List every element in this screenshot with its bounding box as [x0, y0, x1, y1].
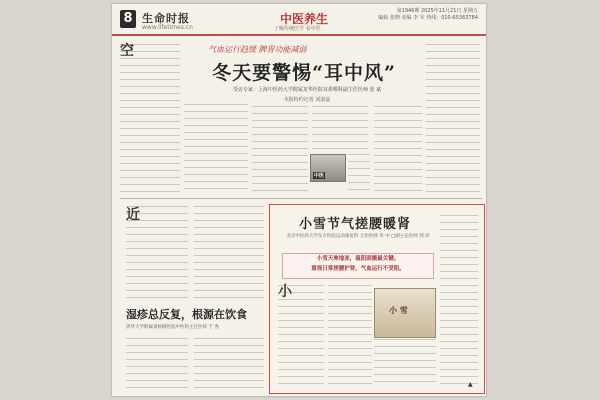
issue-info	[378, 8, 478, 22]
boxed-article-title: 小雪节气搓腰暖肾	[298, 217, 411, 232]
lead-body-col-3	[312, 106, 368, 152]
lead-headline: 冬天要警惕“耳中风”	[212, 62, 396, 84]
side-headline: 湿疹总反复，根源在饮食	[126, 308, 247, 321]
lower-left-col-4	[194, 338, 264, 392]
section-title: 中医养生	[280, 12, 329, 26]
lower-left-col-3	[126, 338, 188, 392]
lead-body-col-4	[374, 106, 422, 194]
dropcap-3: 小	[278, 284, 292, 300]
lead-reporter: 本报特约记者 刘淑蕊	[283, 97, 331, 103]
photo-label: 中医	[314, 173, 325, 179]
dropcap-2: 近	[126, 207, 140, 223]
end-mark-icon: ▲	[468, 381, 473, 388]
header-rule	[112, 34, 486, 36]
page-header	[112, 4, 486, 35]
newspaper-url: www.lifetimes.cn	[142, 24, 193, 31]
illustration-label: 小 雪	[389, 305, 408, 315]
section-subtitle: 了解传统医学 看中医	[274, 26, 321, 32]
boxed-body-col-4	[440, 215, 478, 385]
newspaper-page	[112, 4, 486, 396]
boxed-article-author: 北京中医药大学东方医院运动康复科 主治医师 李 中 □副主任医师 郭 洋	[286, 234, 430, 239]
quote-line-1: 小雪天寒地冻，温阳固摄最关键。	[316, 256, 400, 262]
left-column-text	[120, 44, 180, 194]
lead-body-col-3b	[348, 154, 370, 194]
lead-kicker: 气血运行趋缓 脾胃功能减弱	[208, 45, 307, 54]
boxed-article	[269, 204, 485, 394]
lower-left-col-1	[126, 206, 188, 300]
lead-byline: 受访专家：上海中医药大学附属龙华医院耳鼻喉科副主任医师 张 斌	[232, 87, 382, 93]
lead-body-col-2	[252, 106, 308, 194]
page-number: 8	[120, 10, 136, 28]
left-column-text-2	[184, 104, 248, 194]
lower-left-col-2	[194, 206, 264, 300]
boxed-body-col-1	[278, 285, 324, 385]
right-column-text	[426, 44, 480, 194]
dropcap: 空	[120, 43, 134, 59]
issue-date: 第1946期 2025年11月21日 星期五	[396, 8, 478, 14]
boxed-body-col-3	[374, 339, 436, 385]
illustration	[374, 288, 436, 338]
editor-info: 编辑 张晓 美编 李 军 热线：010-65363784	[378, 15, 478, 21]
quote-line-2: 重视日常搓腰护肾，气血运行不受阻。	[311, 266, 405, 272]
section-divider	[120, 198, 482, 199]
boxed-article-quote	[282, 253, 434, 279]
expert-photo	[310, 154, 346, 182]
boxed-body-col-2	[328, 285, 372, 385]
newspaper-logo: 生命时报	[142, 12, 190, 25]
side-byline: 清华大学附属垂杨柳医院中医科主任医师 于 秀	[126, 325, 219, 330]
